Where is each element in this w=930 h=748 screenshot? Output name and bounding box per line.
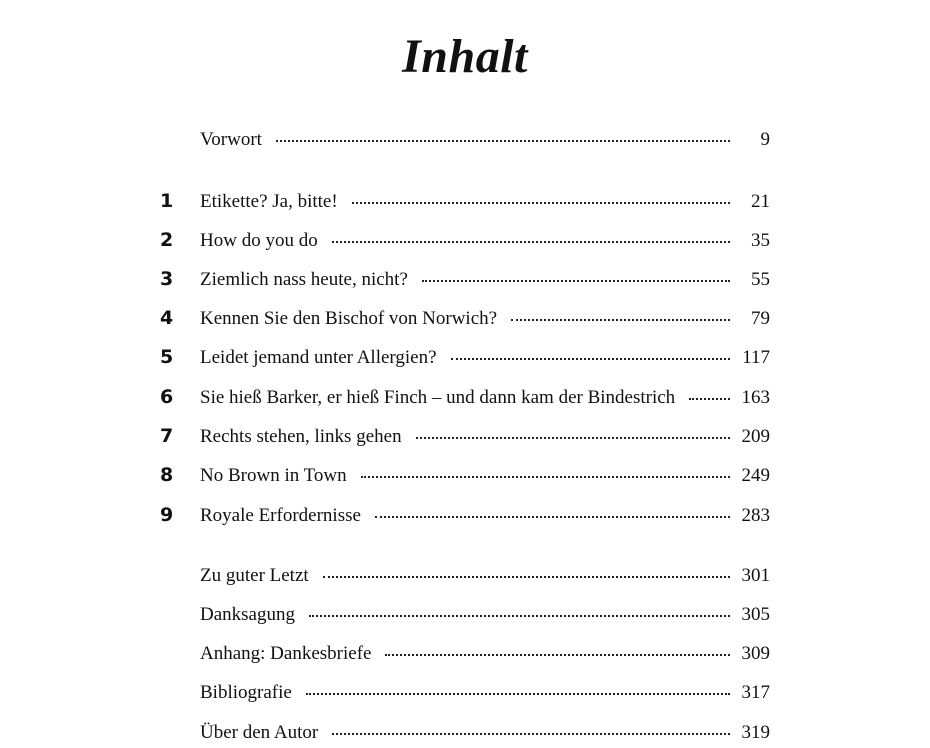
toc-chapter-entry[interactable] xyxy=(160,382,770,412)
toc-entry-number: 4 xyxy=(160,307,174,329)
toc-entry[interactable] xyxy=(160,639,770,669)
toc-entry-page: 319 xyxy=(741,722,770,743)
toc-entry-page: 209 xyxy=(741,426,770,447)
toc-entry-number: 9 xyxy=(160,504,174,526)
toc-leader-dots xyxy=(306,693,730,695)
toc-entry-number: 1 xyxy=(160,190,174,212)
toc-entry-label: Rechts stehen, links gehen xyxy=(200,426,402,447)
toc-chapter-entry[interactable] xyxy=(160,460,770,490)
toc-leader-dots xyxy=(375,516,730,518)
toc-entry-label: Leidet jemand unter Allergien? xyxy=(200,347,437,368)
toc-entry-label: Zu guter Letzt xyxy=(200,565,309,586)
toc-chapter-entry[interactable] xyxy=(160,264,770,294)
toc-entry[interactable] xyxy=(160,600,770,630)
toc-entry-page: 9 xyxy=(760,129,770,150)
toc-entry-page: 21 xyxy=(751,191,770,212)
toc-leader-dots xyxy=(309,615,730,617)
toc-leader-dots xyxy=(422,280,730,282)
toc-leader-dots xyxy=(416,437,730,439)
toc-entry-page: 317 xyxy=(741,682,770,703)
toc-entry-label: Über den Autor xyxy=(200,722,319,743)
toc-entry-number: 3 xyxy=(160,268,174,290)
toc-leader-dots xyxy=(689,398,730,400)
toc-chapter-entry[interactable] xyxy=(160,303,770,333)
toc-leader-dots xyxy=(511,319,730,321)
toc-entry-label: How do you do xyxy=(200,230,318,251)
toc-entry-number: 5 xyxy=(160,346,174,368)
toc-leader-dots xyxy=(352,202,730,204)
toc-entry-label: Royale Erfordernisse xyxy=(200,505,361,526)
toc-entry[interactable] xyxy=(160,125,770,155)
toc-leader-dots xyxy=(332,241,730,243)
toc-entry-page: 301 xyxy=(741,565,770,586)
toc-entry-number: 8 xyxy=(160,464,174,486)
toc-entry-number: 2 xyxy=(160,229,174,251)
toc-entry-label: Etikette? Ja, bitte! xyxy=(200,191,338,212)
toc-entry-label: Anhang: Dankesbriefe xyxy=(200,643,372,664)
toc-entry-page: 35 xyxy=(751,230,770,251)
toc-entry-label: No Brown in Town xyxy=(200,465,347,486)
toc-entry[interactable] xyxy=(160,678,770,708)
toc-chapter-entry[interactable] xyxy=(160,500,770,530)
toc-entry-number: 6 xyxy=(160,386,174,408)
toc-entry-label: Bibliografie xyxy=(200,682,292,703)
toc-chapter-entry[interactable] xyxy=(160,421,770,451)
toc-leader-dots xyxy=(361,476,730,478)
toc-chapter-entry[interactable] xyxy=(160,342,770,372)
toc-entry-page: 117 xyxy=(742,347,770,368)
toc-leader-dots xyxy=(323,576,730,578)
toc-entry[interactable] xyxy=(160,561,770,591)
toc-entry-page: 55 xyxy=(751,269,770,290)
toc-entry-label: Vorwort xyxy=(200,129,262,150)
toc-leader-dots xyxy=(451,358,730,360)
toc-entry-page: 79 xyxy=(751,308,770,329)
toc-entry-page: 249 xyxy=(741,465,770,486)
toc-chapter-entry[interactable] xyxy=(160,186,770,216)
toc-entry-page: 163 xyxy=(741,387,770,408)
toc-entry-label: Ziemlich nass heute, nicht? xyxy=(200,269,408,290)
toc-leader-dots xyxy=(276,140,730,142)
toc-entry-page: 283 xyxy=(741,505,770,526)
toc-leader-dots xyxy=(385,654,730,656)
toc-entry-page: 309 xyxy=(741,643,770,664)
toc-entry-number: 7 xyxy=(160,425,174,447)
toc-chapter-entry[interactable] xyxy=(160,225,770,255)
toc-leader-dots xyxy=(332,733,730,735)
page-title: Inhalt xyxy=(402,30,528,84)
toc-entry-label: Danksagung xyxy=(200,604,295,625)
toc-entry-label: Sie hieß Barker, er hieß Finch – und dann kam der Bindestrich xyxy=(200,387,676,408)
toc-entry-page: 305 xyxy=(741,604,770,625)
toc-entry-label: Kennen Sie den Bischof von Norwich? xyxy=(200,308,498,329)
